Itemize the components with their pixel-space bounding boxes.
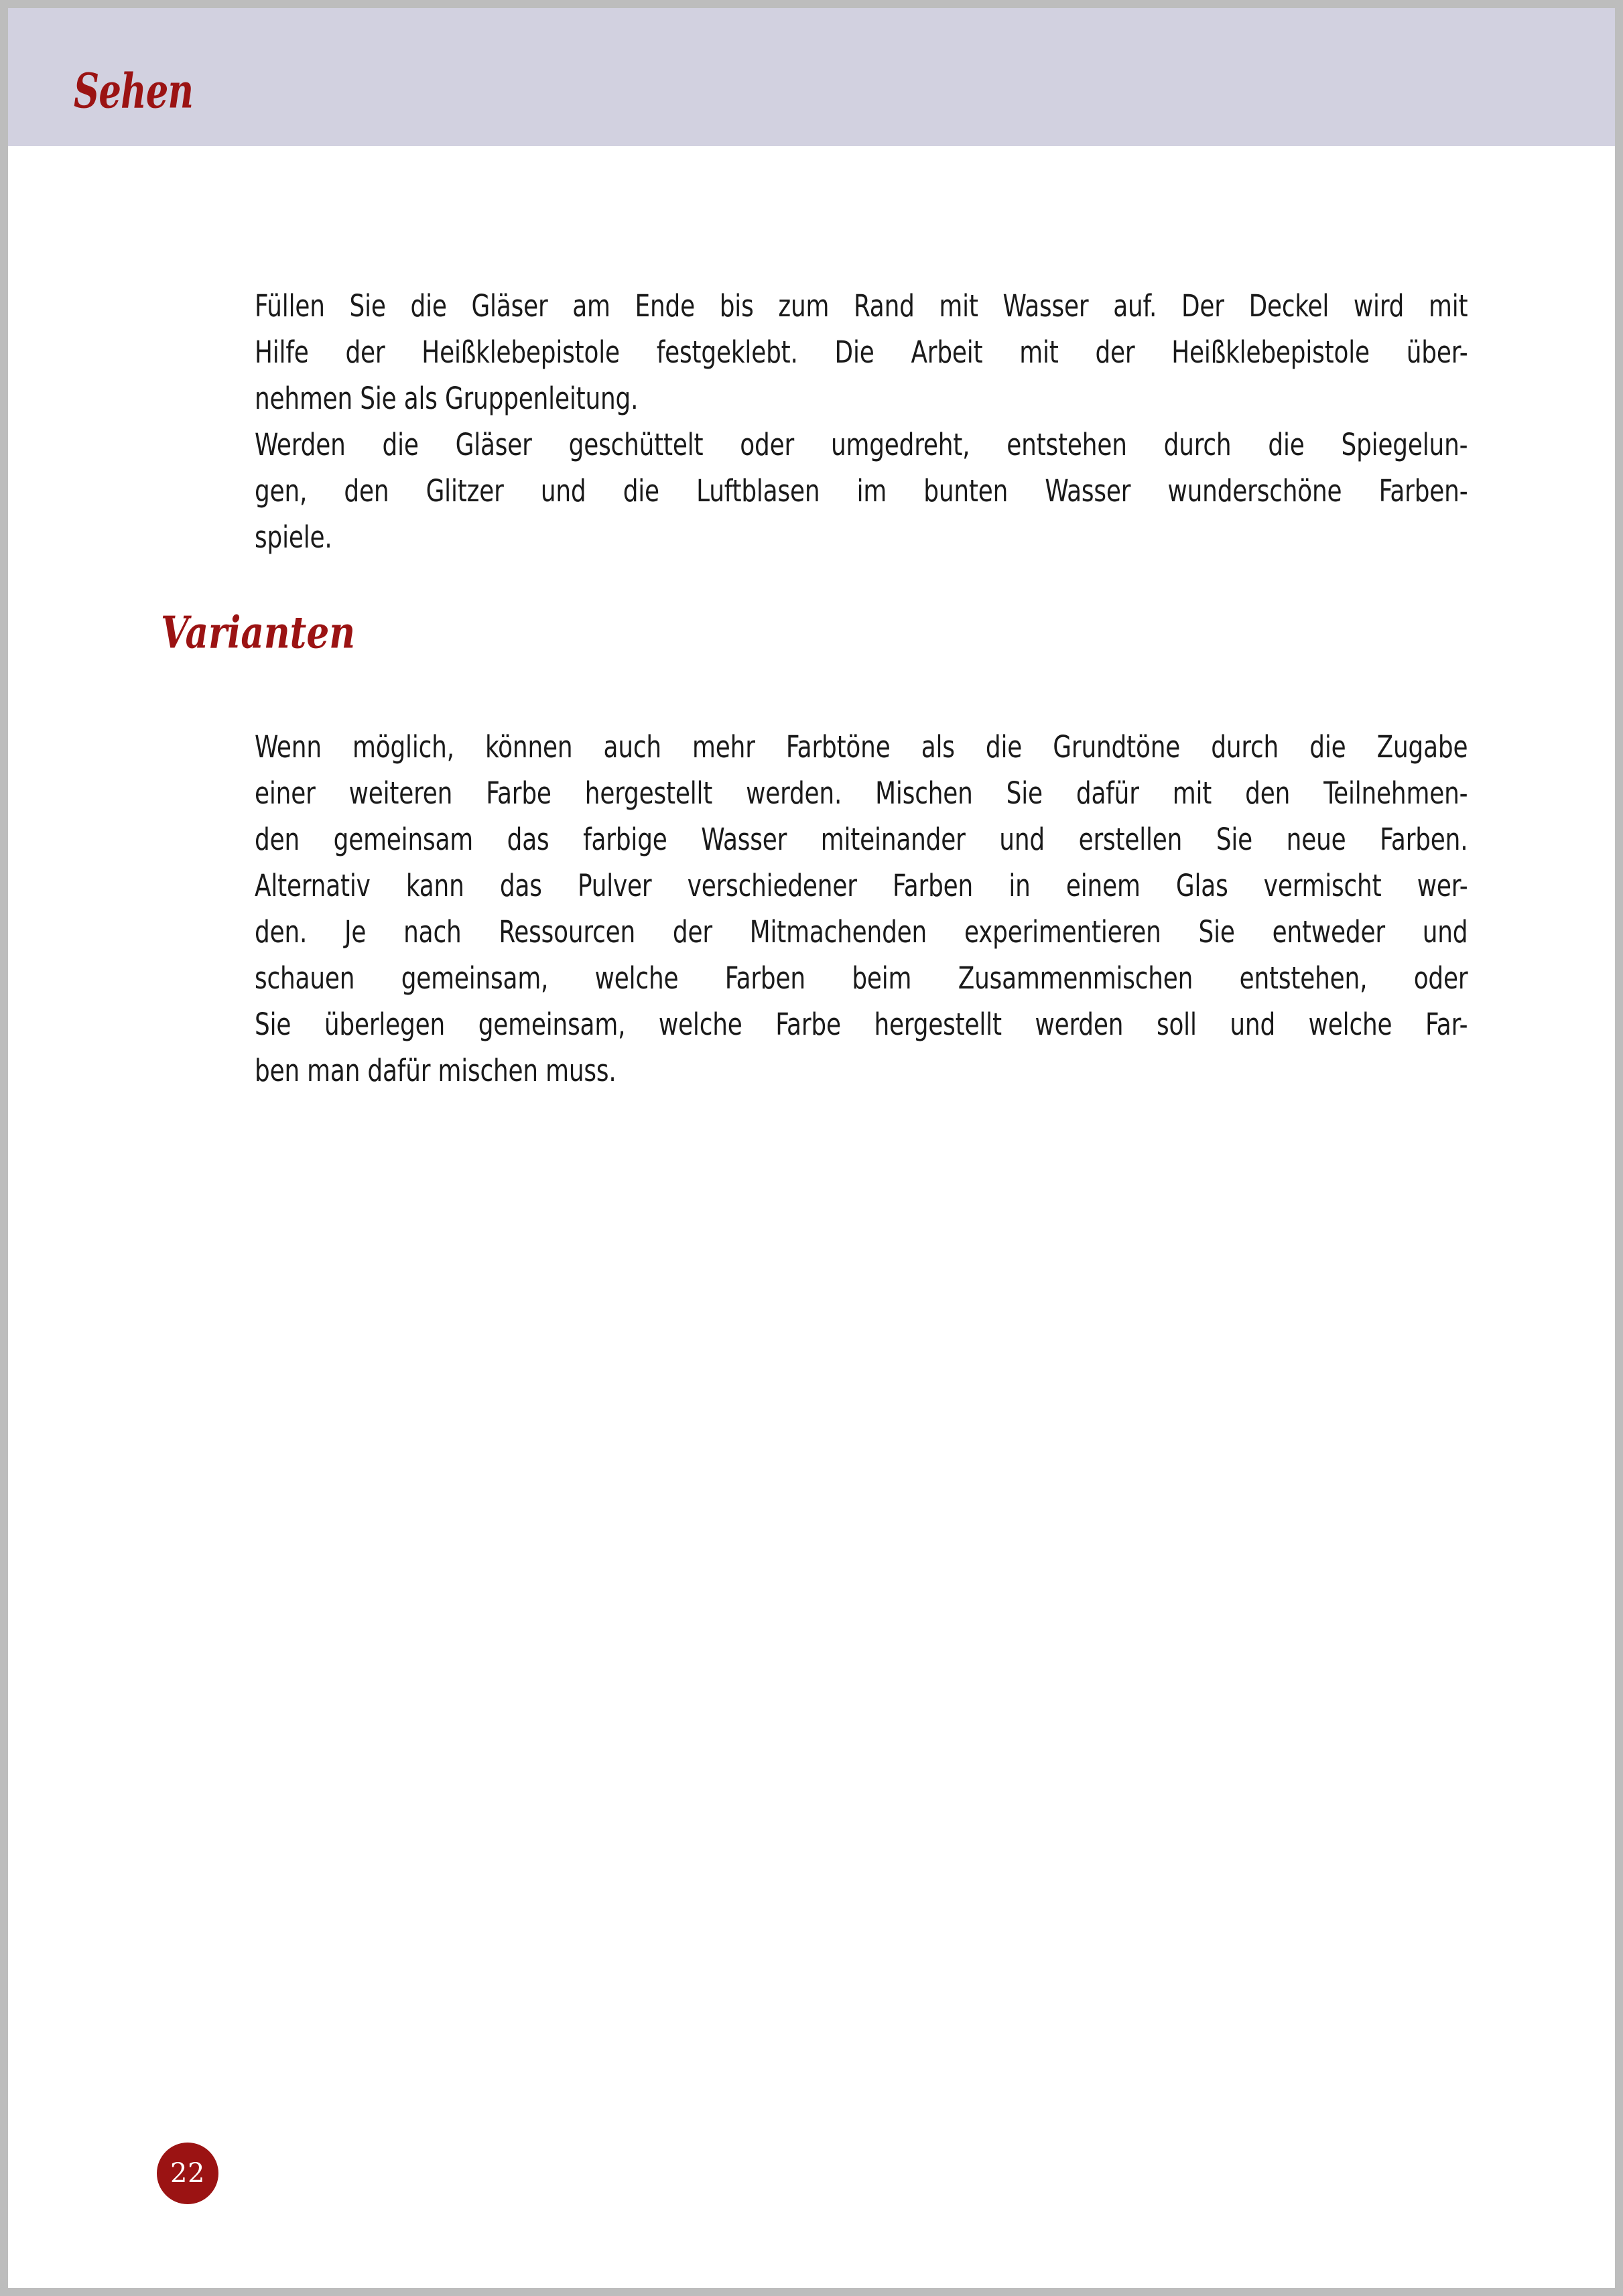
running-header-title: Sehen (74, 62, 194, 119)
text-line: Alternativ kann das Pulver verschiedener Farben in einem Glas vermischt wer- (255, 868, 1468, 903)
text-line: Füllen Sie die Gläser am Ende bis zum Rand mit Wasser auf. Der Deckel wird mit (255, 288, 1468, 324)
text-line: gen, den Glitzer und die Luftblasen im bunten Wasser wunderschöne Farben- (255, 473, 1468, 509)
text-line: Wenn möglich, können auch mehr Farbtöne als die Grundtöne durch die Zugabe (255, 729, 1468, 765)
paragraph-varianten (255, 724, 1468, 1094)
text-line: Hilfe der Heißklebepistole festgeklebt. Die Arbeit mit der Heißklebepistole über- (255, 334, 1468, 370)
page-number-badge: 22 (157, 2143, 218, 2204)
text-line: Werden die Gläser geschüttelt oder umgedreht, entstehen durch die Spiegelun- (255, 427, 1468, 462)
section-heading-varianten: Varianten (161, 607, 356, 659)
text-line: spiele. (255, 519, 332, 555)
text-line: nehmen Sie als Gruppenleitung. (255, 381, 639, 416)
running-header-band (8, 8, 1615, 146)
text-line: den. Je nach Ressourcen der Mitmachenden experimentieren Sie entweder und (255, 914, 1468, 950)
paragraph-2 (255, 422, 1468, 560)
paragraph-1 (255, 283, 1468, 422)
text-line: einer weiteren Farbe hergestellt werden. Mischen Sie dafür mit den Teilnehmen- (255, 775, 1468, 811)
body-text-block-2 (255, 724, 1469, 1094)
text-line: den gemeinsam das farbige Wasser miteinander und erstellen Sie neue Farben. (255, 822, 1468, 857)
body-text-block-1 (255, 283, 1469, 560)
text-line: schauen gemeinsam, welche Farben beim Zusammenmischen entstehen, oder (255, 960, 1468, 996)
text-line: ben man dafür mischen muss. (255, 1053, 616, 1088)
text-line: Sie überlegen gemeinsam, welche Farbe hergestellt werden soll und welche Far- (255, 1007, 1468, 1042)
